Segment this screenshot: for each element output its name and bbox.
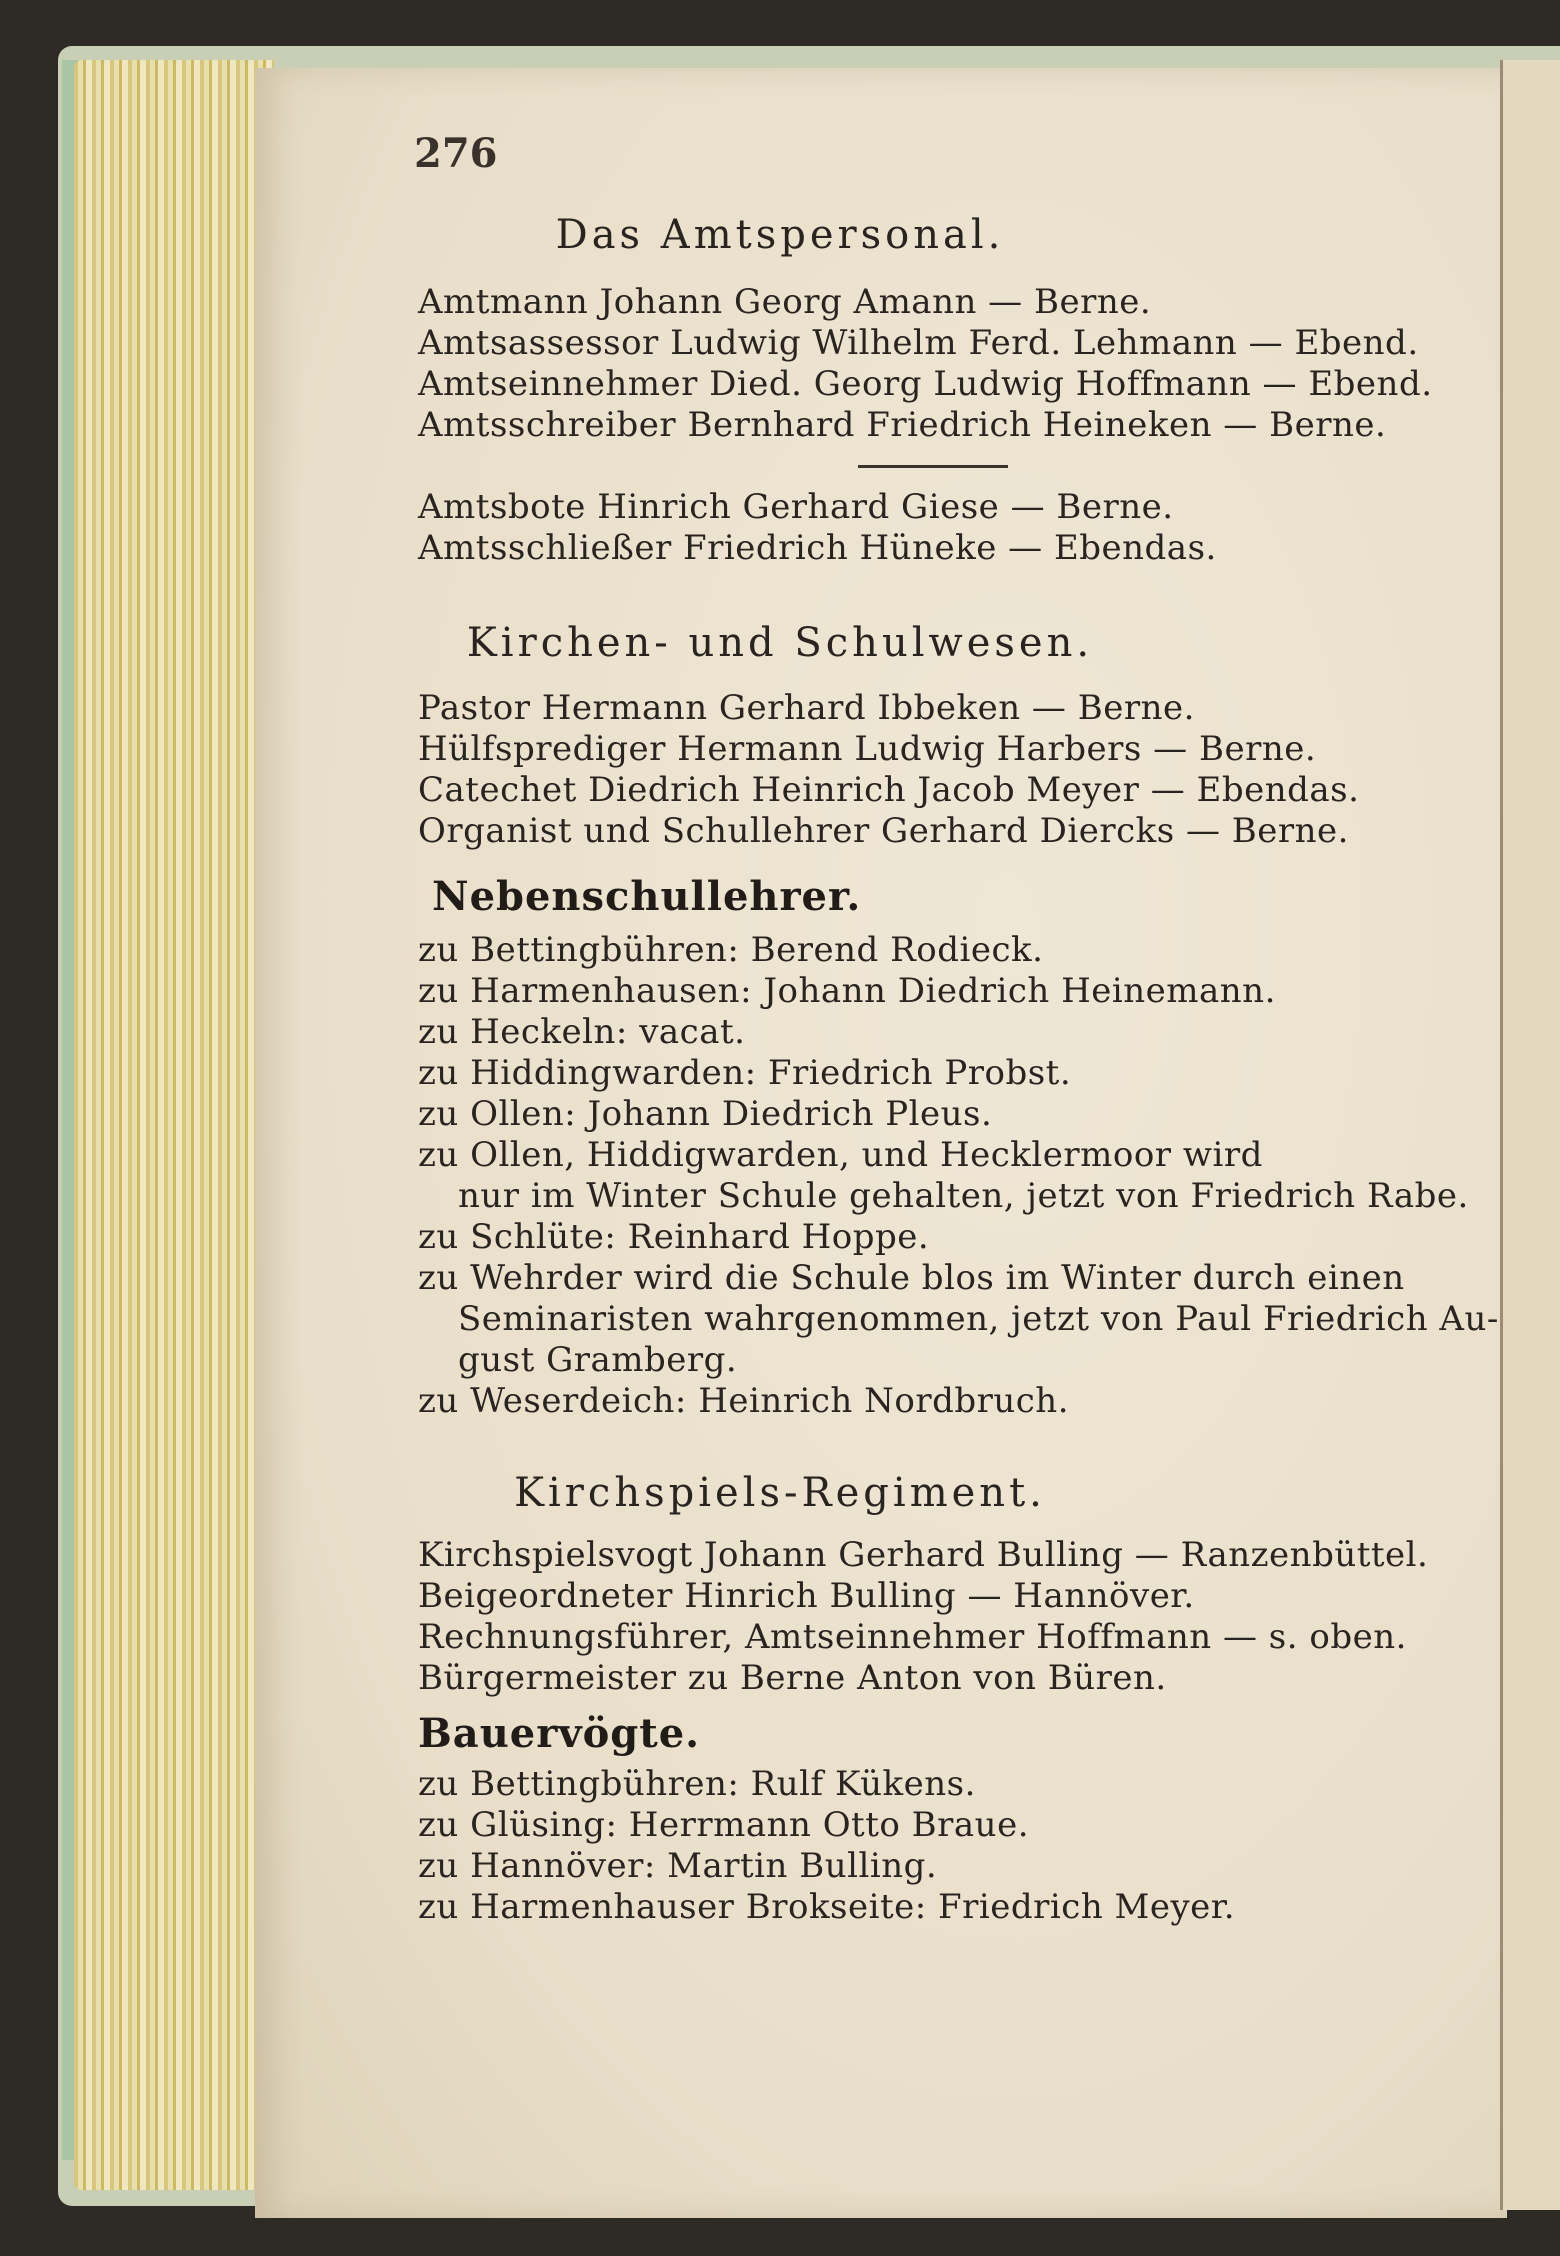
text-line: Amtmann Johann Georg Amann — Berne.: [418, 282, 1152, 322]
section-title-amtspersonal: Das Amtspersonal.: [555, 212, 1005, 258]
text-line: zu Schlüte: Reinhard Hoppe.: [418, 1217, 930, 1257]
text-line: zu Harmenhausen: Johann Diedrich Heinemann.: [418, 971, 1276, 1011]
text-line: Amtseinnehmer Died. Georg Ludwig Hoffmann — Ebend.: [418, 364, 1433, 404]
text-line: zu Harmenhauser Brokseite: Friedrich Meyer.: [418, 1887, 1236, 1927]
text-line: zu Weserdeich: Heinrich Nordbruch.: [418, 1381, 1070, 1421]
text-line: Hülfsprediger Hermann Ludwig Harbers — Berne.: [418, 729, 1317, 769]
text-line: zu Wehrder wird die Schule blos im Winter durch einen: [418, 1258, 1405, 1298]
text-line: zu Ollen: Johann Diedrich Pleus.: [418, 1094, 993, 1134]
text-line: Organist und Schullehrer Gerhard Diercks — Berne.: [418, 811, 1349, 851]
text-line: Amtsschreiber Bernhard Friedrich Heineken — Berne.: [418, 405, 1387, 445]
text-line: Kirchspielsvogt Johann Gerhard Bulling — Ranzenbüttel.: [418, 1535, 1429, 1575]
text-line: Bürgermeister zu Berne Anton von Büren.: [418, 1658, 1167, 1698]
text-line: Beigeordneter Hinrich Bulling — Hannöver.: [418, 1576, 1195, 1616]
page-number: 276: [414, 130, 498, 177]
text-line: zu Glüsing: Herrmann Otto Braue.: [418, 1805, 1029, 1845]
page-edges: [74, 60, 274, 2190]
text-line: Amtsschließer Friedrich Hüneke — Ebendas.: [418, 528, 1217, 568]
text-line: Amtsbote Hinrich Gerhard Giese — Berne.: [418, 487, 1174, 527]
section-title-kirchspiels: Kirchspiels-Regiment.: [514, 1470, 1046, 1516]
text-line: Rechnungsführer, Amtseinnehmer Hoffmann — s. oben.: [418, 1617, 1407, 1657]
section-title-bauervoegte: Bauervögte.: [418, 1710, 701, 1757]
text-line: nur im Winter Schule gehalten, jetzt von Friedrich Rabe.: [458, 1176, 1469, 1216]
text-line: Seminaristen wahrgenommen, jetzt von Paul Friedrich Au-: [458, 1299, 1499, 1339]
text-line: zu Heckeln: vacat.: [418, 1012, 746, 1052]
text-line: Pastor Hermann Gerhard Ibbeken — Berne.: [418, 688, 1195, 728]
text-line: Amtsassessor Ludwig Wilhelm Ferd. Lehmann — Ebend.: [418, 323, 1419, 363]
section-title-kirchen: Kirchen- und Schulwesen.: [466, 620, 1094, 666]
section-title-nebenschullehrer: Nebenschullehrer.: [432, 873, 862, 920]
text-line: zu Hiddingwarden: Friedrich Probst.: [418, 1053, 1072, 1093]
text-line: gust Gramberg.: [458, 1340, 738, 1380]
divider-rule: [858, 465, 1008, 468]
text-line: zu Ollen, Hiddigwarden, und Hecklermoor wird: [418, 1135, 1263, 1175]
text-line: zu Hannöver: Martin Bulling.: [418, 1846, 938, 1886]
facing-page-edge: [1500, 60, 1560, 2210]
text-line: zu Bettingbühren: Berend Rodieck.: [418, 930, 1044, 970]
text-line: Catechet Diedrich Heinrich Jacob Meyer — Ebendas.: [418, 770, 1360, 810]
text-line: zu Bettingbühren: Rulf Kükens.: [418, 1764, 976, 1804]
